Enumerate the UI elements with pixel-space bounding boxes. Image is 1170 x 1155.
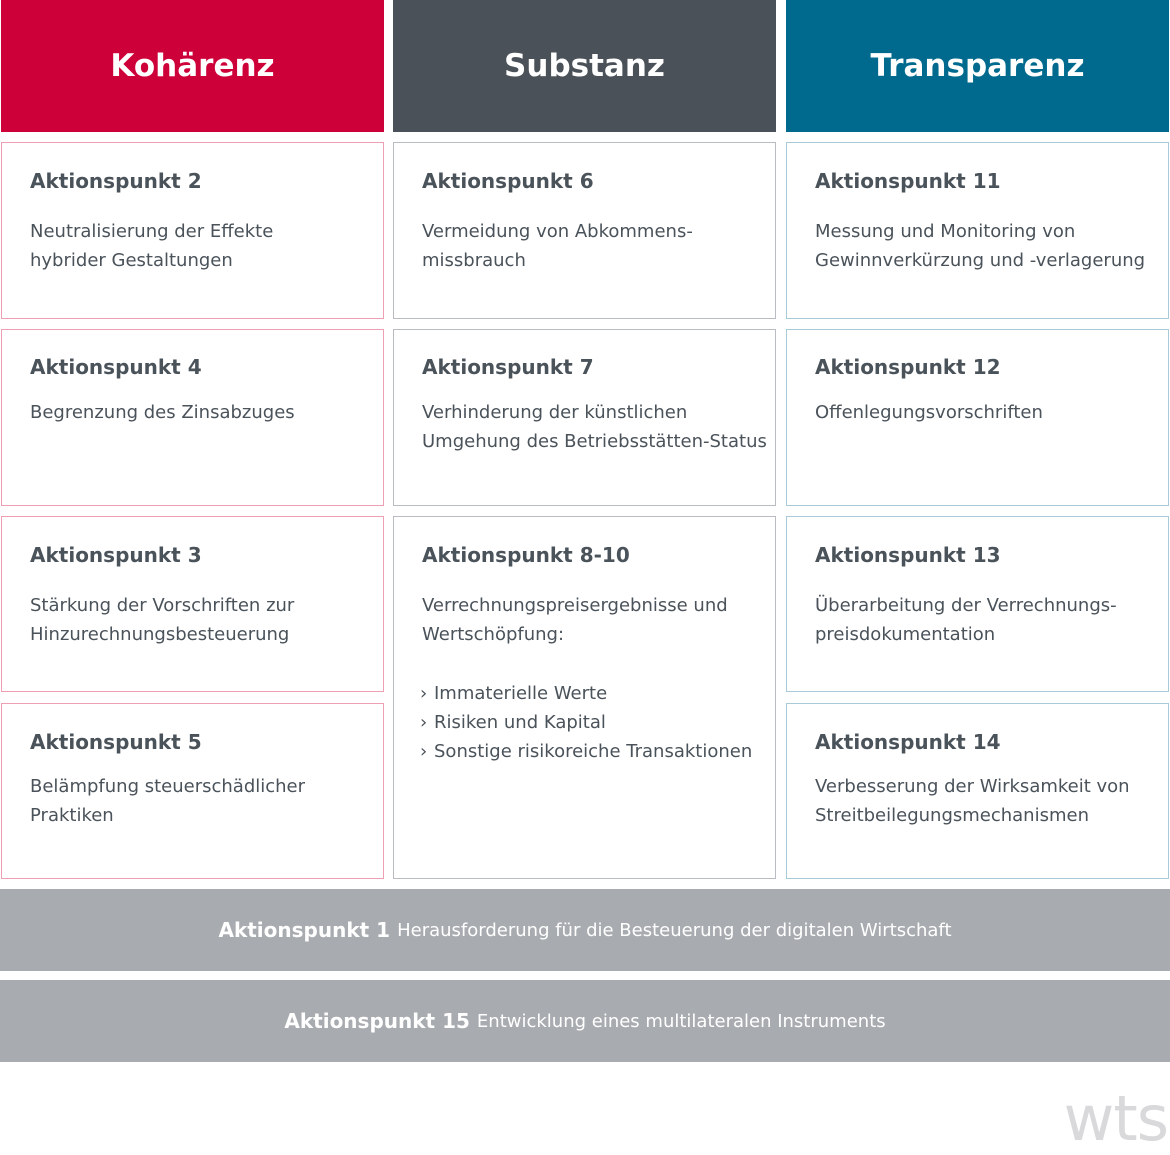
chevron-right-icon: › [420, 712, 428, 733]
card-aktionspunkt-5 [1, 703, 384, 879]
card-aktionspunkt-13 [786, 516, 1169, 692]
bar-text: Herausforderung für die Besteuerung der digitalen Wirtschaft [397, 919, 952, 941]
card-aktionspunkt-11 [786, 142, 1169, 319]
card-description: Begrenzung des Zinsabzuges [30, 402, 295, 423]
card-title: Aktionspunkt 14 [815, 730, 1001, 754]
card-title: Aktionspunkt 7 [422, 355, 594, 379]
card-description: Messung und Monitoring von Gewinnverkürzung und -verlagerung [815, 221, 1146, 271]
card-description: Belämpfung steuerschädlicher Praktiken [30, 776, 306, 826]
bar-title: Aktionspunkt 15 [284, 1009, 470, 1033]
card-title: Aktionspunkt 2 [30, 169, 202, 193]
card-aktionspunkt-6 [393, 142, 776, 319]
card-title: Aktionspunkt 8-10 [422, 543, 630, 567]
card-aktionspunkt-8-10 [393, 516, 776, 879]
column-header-kohaerenz: Kohärenz [1, 0, 384, 132]
card-description: Verrechnungspreisergebnisse und Wertschöpfung: [422, 595, 728, 645]
chevron-right-icon: › [420, 741, 428, 762]
card-bullet-list [420, 679, 752, 766]
card-aktionspunkt-4 [1, 329, 384, 506]
card-description: Stärkung der Vorschriften zur Hinzurechnungsbesteuerung [30, 595, 295, 645]
card-aktionspunkt-12 [786, 329, 1169, 506]
card-aktionspunkt-2 [1, 142, 384, 319]
bar-text: Entwicklung eines multilateralen Instruments [476, 1010, 886, 1032]
card-title: Aktionspunkt 11 [815, 169, 1001, 193]
bar-title: Aktionspunkt 1 [218, 918, 391, 942]
bar-aktionspunkt-1 [0, 889, 1170, 971]
card-description: Vermeidung von Abkommens- missbrauch [422, 221, 693, 271]
list-item: › Immaterielle Werte [420, 679, 752, 708]
card-title: Aktionspunkt 12 [815, 355, 1001, 379]
card-aktionspunkt-7 [393, 329, 776, 506]
column-header-transparenz: Transparenz [786, 0, 1169, 132]
card-title: Aktionspunkt 3 [30, 543, 202, 567]
bar-aktionspunkt-15 [0, 980, 1170, 1062]
card-title: Aktionspunkt 6 [422, 169, 594, 193]
card-aktionspunkt-3 [1, 516, 384, 692]
card-description: Neutralisierung der Effekte hybrider Gestaltungen [30, 221, 274, 271]
column-header-substanz: Substanz [393, 0, 776, 132]
card-aktionspunkt-14 [786, 703, 1169, 879]
list-item: › Risiken und Kapital [420, 708, 752, 737]
card-title: Aktionspunkt 13 [815, 543, 1001, 567]
card-description: Verbesserung der Wirksamkeit von Streitbeilegungsmechanismen [815, 776, 1130, 826]
card-description: Überarbeitung der Verrechnungs- preisdokumentation [815, 595, 1117, 645]
card-description: Offenlegungsvorschriften [815, 402, 1043, 423]
card-title: Aktionspunkt 5 [30, 730, 202, 754]
chevron-right-icon: › [420, 683, 428, 704]
list-item: › Sonstige risikoreiche Transaktionen [420, 737, 752, 766]
card-title: Aktionspunkt 4 [30, 355, 202, 379]
card-description: Verhinderung der künstlichen Umgehung des Betriebsstätten-Status [422, 402, 767, 452]
wts-logo: wts [1063, 1082, 1168, 1155]
